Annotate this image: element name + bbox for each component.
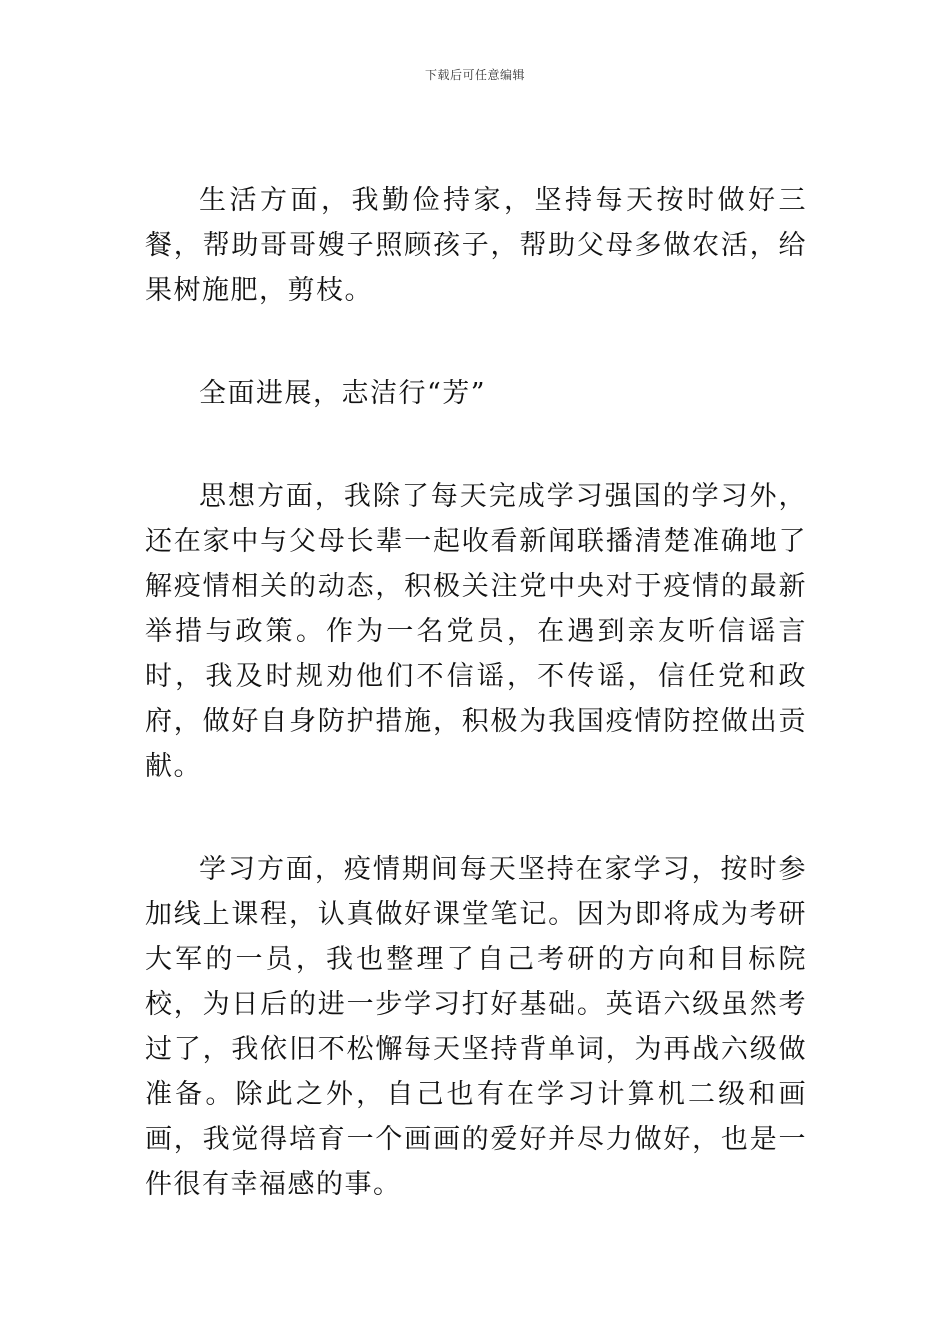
paragraph-life: 生活方面，我勤俭持家，坚持每天按时做好三餐，帮助哥哥嫂子照顾孩子，帮助父母多做农活，给果树施肥，剪枝。 [145,185,807,306]
paragraph-study: 学习方面，疫情期间每天坚持在家学习，按时参加线上课程，认真做好课堂笔记。因为即将成为考研大军的一员，我也整理了自己考研的方向和目标院校，为日后的进一步学习打好基础。英语六级虽然考过了，我依旧不松懈每天坚持背单词，为再战六级做准备。除此之外，自己也有在学习计算机二级和画画，我觉得培育一个画画的爱好并尽力做好，也是一件很有幸福感的事。 [145,854,807,1200]
section-heading: 全面进展，志洁行“芳” [199,378,487,409]
header-note: 下载后可任意编辑 [424,68,525,82]
document-body [145,178,807,1207]
paragraph-thought: 思想方面，我除了每天完成学习强国的学习外，还在家中与父母长辈一起收看新闻联播清楚准确地了解疫情相关的动态，积极关注党中央对于疫情的最新举措与政策。作为一名党员，在遇到亲友听信谣言时，我及时规劝他们不信谣，不传谣，信任党和政府，做好自身防护措施，积极为我国疫情防控做出贡献。 [145,481,807,782]
